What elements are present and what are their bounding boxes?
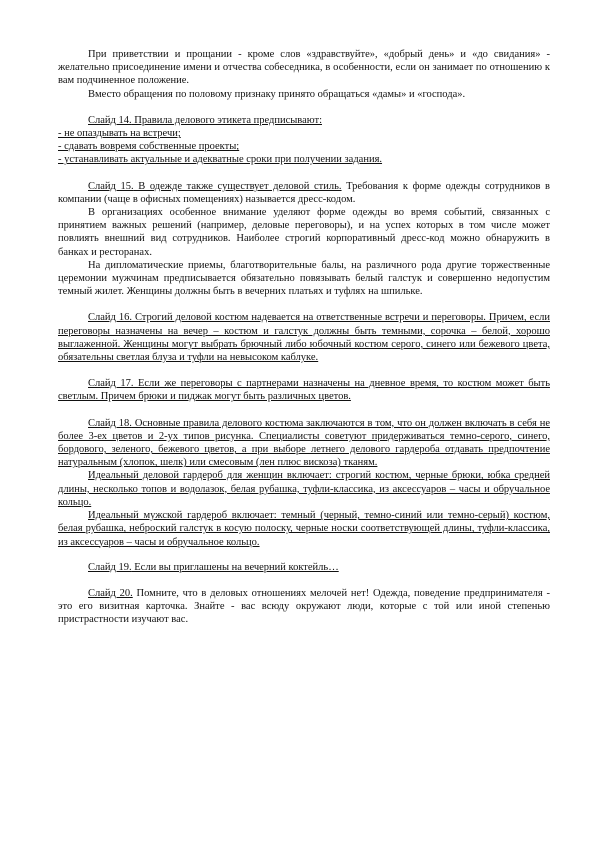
slide17-label: Слайд 17. xyxy=(88,378,134,390)
spacer xyxy=(58,574,550,587)
slide14-item-2: - сдавать вовремя собственные проекты; xyxy=(58,141,240,153)
slide17-text: Если же переговоры с партнерами назначены на дневное время, то костюм может быть светлым. Причем брюки и пиджак могут быть различных цветов. xyxy=(58,378,550,403)
spacer xyxy=(58,167,550,180)
slide16-label: Слайд 16. xyxy=(88,312,132,324)
slide15-lead: В одежде также существует деловой стиль. xyxy=(133,180,342,192)
slide18-paragraph-1 xyxy=(58,417,550,470)
slide15-paragraph-1 xyxy=(58,180,550,206)
slide18-label: Слайд 18. xyxy=(88,417,132,429)
slide15-paragraph-3: На дипломатические приемы, благотворительные балы, на различного рода другие торжественные церемонии мужчинам предписывается обязательно повязывать белый галстук и совершенно недопустим темный жилет. Женщины должны быть в вечерних платьях и туфлях на шпильке. xyxy=(58,259,550,298)
spacer xyxy=(58,364,550,377)
intro-paragraph-1: При приветствии и прощании - кроме слов «здравствуйте», «добрый день» и «до свидания» - желательно присоединение имени и отчества собеседника, в особенности, если он занимает по отношению к вам подчиненное положение. xyxy=(58,49,550,87)
slide20-text: Помните, что в деловых отношениях мелочей нет! Одежда, поведение предпринимателя - это его визитная карточка. Знайте - вас всюду окружают люди, которые с той или иной степенью пристрастности изучают вас. xyxy=(58,587,550,626)
slide19-label: Слайд 19. xyxy=(88,561,132,573)
slide15-paragraph-2: В организациях особенное внимание уделяют форме одежды во время событий, связанных с принятием важных решений (например, деловые переговоры), и на успех которых в том числе может повлиять внешний вид сотрудников. Наиболее строгий корпоративный дресс-код можно обнаружить в банках и ресторанах. xyxy=(58,207,550,258)
intro-paragraph-2: Вместо обращения по половому признаку принято обращаться «дамы» и «господа». xyxy=(88,88,466,100)
slide19-text: Если вы приглашены на вечерний коктейль… xyxy=(131,561,339,573)
slide15-label: Слайд 15. xyxy=(88,180,134,192)
spacer xyxy=(58,549,550,561)
slide18-paragraph-2: Идеальный деловой гардероб для женщин включает: строгий костюм, черные брюки, юбка средней длины, несколько топов и водолазок, белая рубашка, туфли-классика, из аксессуаров – часы и обручальное кольцо. xyxy=(58,470,550,508)
spacer xyxy=(58,404,550,417)
slide17-paragraph xyxy=(58,377,550,403)
slide18-text: Основные правила делового костюма заключаются в том, что он должен включать в себя не более 3-ех цветов и 2-ух типов рисунка. Специалисты советуют придерживаться темно-серого, синего, бордового, зеленого, бежевого цветов, а при выборе летнего делового гардероба отдавать предпочтение натуральным (хлопок, шелк) или смесовым (лен плюс вискоза) тканям. xyxy=(58,417,550,469)
slide14-title: Правила делового этикета предписывают: xyxy=(131,114,322,126)
slide14-item-1: - не опаздывать на встречи; xyxy=(58,128,181,140)
spacer xyxy=(58,298,550,311)
document-page xyxy=(58,48,550,627)
slide14-heading xyxy=(58,114,550,127)
slide19-paragraph xyxy=(58,561,550,574)
slide20-paragraph xyxy=(58,587,550,627)
slide15-rest: Требования к форме одежды сотрудников в компании (чаще в офисных помещениях) называется дресс-кодом. xyxy=(58,180,550,205)
slide14-item-3: - устанавливать актуальные и адекватные сроки при получении задания. xyxy=(58,154,383,166)
slide20-label: Слайд 20. xyxy=(88,587,133,599)
slide18-paragraph-3: Идеальный мужской гардероб включает: темный (черный, темно-синий или темно-серый) костюм, белая рубашка, неброский галстук в косую полоску, черные носки соответствующей длины, туфли-классика, из аксессуаров – часы и обручальное кольцо. xyxy=(58,510,550,548)
slide16-text: Строгий деловой костюм надевается на ответственные встречи и переговоры. Причем, если переговоры назначены на вечер – костюм и галстук должны быть темными, сорочка – белой, хорошо выглаженной. Женщины могут выбрать брючный либо юбочный костюм серого, синего или бежевого цвета, обязательны светлая блуза и туфли на невысоком каблуке. xyxy=(58,312,550,364)
slide16-paragraph xyxy=(58,311,550,364)
spacer xyxy=(58,101,550,114)
slide14-label: Слайд 14. xyxy=(88,114,132,126)
